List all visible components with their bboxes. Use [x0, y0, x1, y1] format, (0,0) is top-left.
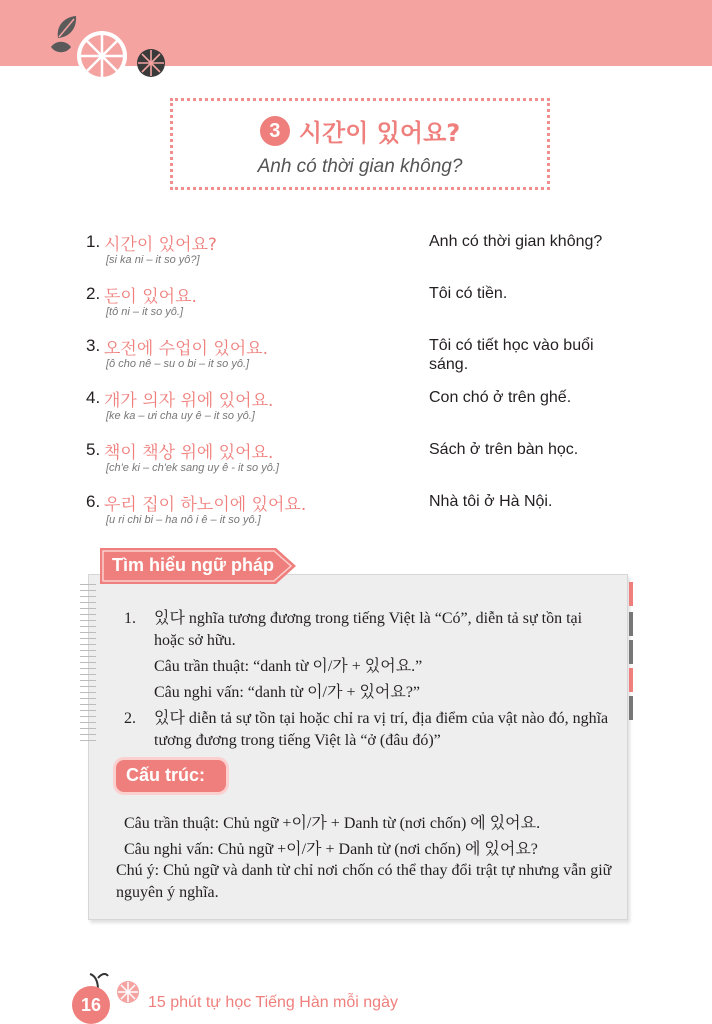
- page-number: 16: [72, 986, 110, 1024]
- lesson-title-box: [170, 98, 550, 190]
- sentence-vietnamese: Tôi có tiết học vào buổi sáng.: [429, 337, 594, 373]
- grapefruit-slice-icon: [116, 980, 140, 1004]
- book-title: 15 phút tự học Tiếng Hàn mỗi ngày: [148, 994, 398, 1011]
- sentence-item: [86, 386, 686, 436]
- sentence-number: 6.: [86, 492, 101, 511]
- lesson-title-line: [173, 113, 547, 148]
- sentence-vietnamese: Tôi có tiền.: [429, 285, 508, 302]
- sentence-vietnamese: Anh có thời gian không?: [429, 233, 603, 250]
- sentence-romanization: [si ka ni – it so yô?]: [106, 254, 200, 266]
- sentence-vietnamese: Con chó ở trên ghế.: [429, 389, 572, 406]
- structure-line: Câu nghi vấn: Chủ ngữ +이/가 + Danh từ (nơi chốn) 에 있어요?: [124, 841, 538, 858]
- side-tab: [629, 668, 633, 692]
- sentence-item: [86, 334, 686, 384]
- side-tab: [629, 612, 633, 636]
- sentence-number: 5.: [86, 440, 101, 459]
- sentence-romanization: [ô cho nê – su o bi – it so yô.]: [106, 358, 250, 370]
- sentence-number: 3.: [86, 336, 101, 355]
- sentence-number: 4.: [86, 388, 101, 407]
- citrus-slice-icon: [136, 48, 166, 78]
- sentence-romanization: [ke ka – ưi cha uy ê – it so yô.]: [106, 410, 255, 422]
- sentence-romanization: [tô ni – it so yô.]: [106, 306, 184, 318]
- sentence-romanization: [ch'e ki – ch'ek sang uy ê - it so yô.]: [106, 462, 279, 474]
- lesson-title-vietnamese: Anh có thời gian không?: [257, 156, 463, 177]
- sentence-item: [86, 282, 686, 332]
- sentence-korean: 우리 집이 하노이에 있어요.: [104, 495, 307, 515]
- sentence-korean: 책이 책상 위에 있어요.: [104, 443, 274, 463]
- sentence-number: 1.: [86, 232, 101, 251]
- lesson-number-badge: 3: [260, 116, 290, 146]
- side-tab: [629, 582, 633, 606]
- leaf-icon: [50, 40, 72, 54]
- sentence-number: 2.: [86, 284, 101, 303]
- grapefruit-slice-icon: [76, 30, 128, 82]
- sentence-item: [86, 490, 686, 540]
- grammar-point-number: 2.: [124, 710, 136, 727]
- grammar-example-text: Câu trần thuật: “danh từ 이/가 + 있어요.”: [154, 658, 423, 675]
- structure-note: Chú ý: Chủ ngữ và danh từ chỉ nơi chốn có thể thay đổi trật tự nhưng vẫn giữ nguyên ý nghĩa.: [116, 862, 612, 901]
- sentence-korean: 개가 의자 위에 있어요.: [104, 391, 274, 411]
- sentence-korean: 시간이 있어요?: [104, 235, 217, 255]
- structure-line: Câu trần thuật: Chủ ngữ +이/가 + Danh từ (nơi chốn) 에 있어요.: [124, 815, 541, 832]
- grammar-heading-tag: [100, 548, 296, 584]
- sentence-korean: 오전에 수업이 있어요.: [104, 339, 269, 359]
- side-tab: [629, 696, 633, 720]
- grammar-point-text: 있다 nghĩa tương đương trong tiếng Việt là “Có”, diễn tả sự tồn tại hoặc sở hữu.: [154, 610, 583, 649]
- sentence-item: [86, 230, 686, 280]
- side-tab: [629, 640, 633, 664]
- notebook-spiral: [80, 584, 96, 744]
- lesson-title-korean: 시간이 있어요?: [298, 119, 461, 147]
- grammar-point-number: 1.: [124, 610, 136, 627]
- sentence-romanization: [u ri chi bi – ha nô i ê – it so yô.]: [106, 514, 261, 526]
- grammar-heading-label: Tìm hiểu ngữ pháp: [112, 555, 275, 575]
- sentence-item: [86, 438, 686, 488]
- sentence-vietnamese: Sách ở trên bàn học.: [429, 441, 579, 458]
- structure-heading-label: Cấu trúc:: [126, 765, 206, 785]
- grammar-example-text: Câu nghi vấn: “danh từ 이/가 + 있어요?”: [154, 684, 421, 701]
- sentence-korean: 돈이 있어요.: [104, 287, 197, 307]
- structure-heading-tag: [116, 760, 226, 792]
- sentence-vietnamese: Nhà tôi ở Hà Nội.: [429, 493, 553, 510]
- grammar-point-text: 있다 diễn tả sự tồn tại hoặc chỉ ra vị trí, địa điểm của vật nào đó, nghĩa tương đương trong tiếng Việt là “ở (đâu đó)”: [154, 710, 609, 749]
